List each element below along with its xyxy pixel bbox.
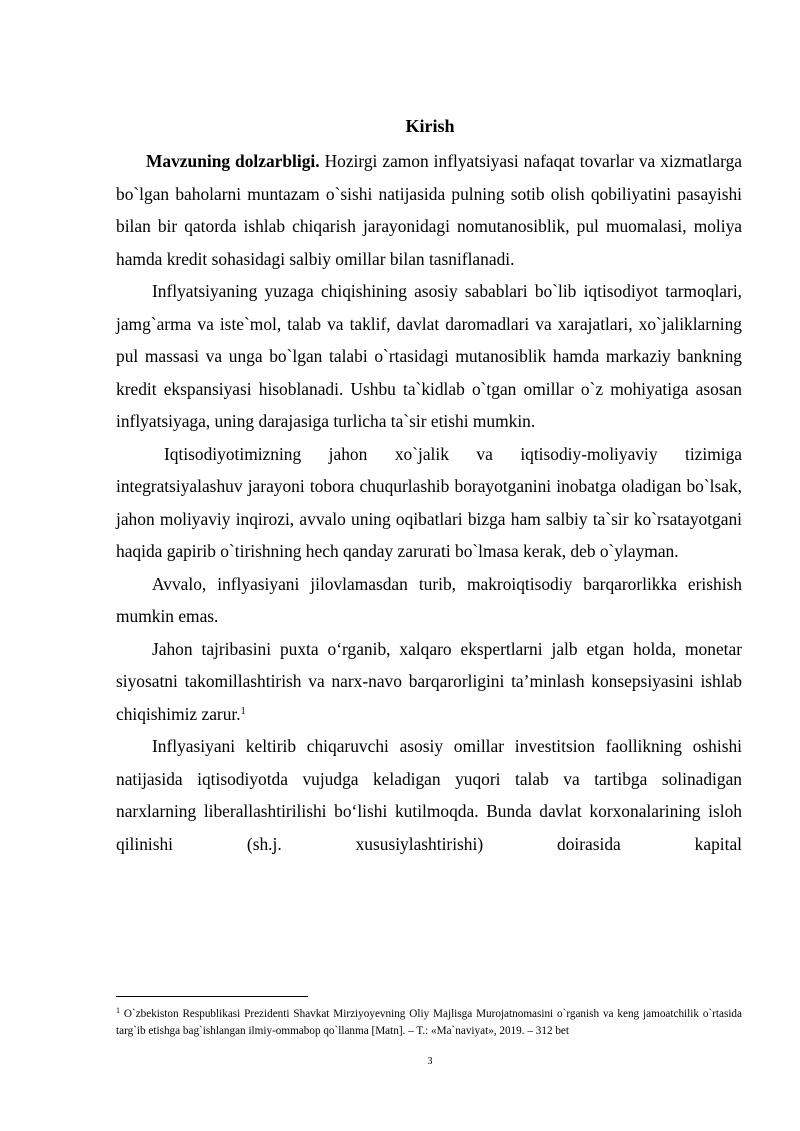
- page-number: 3: [427, 1056, 433, 1067]
- paragraph-text: Avvalo, inflyasiyani jilovlamasdan turib, makroiqtisodiy barqarorlikka erishish mumkin emas.: [116, 573, 742, 626]
- footnote-reference[interactable]: 1: [240, 705, 246, 717]
- paragraph-text: Inflyatsiyaning yuzaga chiqishining asosiy sabablari bo`lib iqtisodiyot tarmoqlari, jamg`arma va iste`mol, talab va taklif, davlat daromadlari va xarajatlari, xo`jaliklarning pul massasi va unga bo`lgan talabi o`rtasidagi mutanosiblik hamda markaziy bankning kredit ekspansiyasi hisoblanadi. Ushbu ta`kidlab o`tgan omillar o`z mohiyatiga asosan inflyatsiyaga, uning darajasiga turlicha ta`sir etishi mumkin.: [116, 281, 742, 431]
- paragraph-causes: [116, 275, 742, 438]
- footnote-text: O`zbekiston Respublikasi Prezidenti Shavkat Mirziyoyevning Oliy Majlisga Murojatnomasini o`rganish va keng jamoatchilik o`rtasida targ`ib etishga bag`ishlangan ilmiy-ommabop qo`llanma [Matn]. – T.: «Ma`naviyat», 2019. – 312 bet: [116, 1008, 742, 1037]
- paragraph-inflation-factors: [116, 730, 742, 860]
- paragraph-lead: Mavzuning dolzarbligi.: [146, 151, 320, 171]
- paragraph-text: Hozirgi zamon inflyatsiyasi nafaqat tovarlar va xizmatlarga bo`lgan baholarni muntazam o`sishi natijasida pulning sotib olish qobiliyatini pasayishi bilan bir qatorda ishlab chiqarish jarayonidagi nomutanosiblik, pul muomalasi, moliya hamda kredit sohasidagi salbiy omillar bilan tasniflanadi.: [116, 151, 742, 269]
- paragraph-relevance: [116, 145, 742, 275]
- footnote: [116, 1006, 742, 1039]
- footnote-marker: 1: [116, 1006, 120, 1015]
- page-title: Kirish: [405, 116, 455, 136]
- paragraph-stability: [116, 568, 742, 633]
- paragraph-monetary-policy: [116, 633, 742, 731]
- paragraph-text: Iqtisodiyotimizning jahon xo`jalik va iqtisodiy-moliyaviy tizimiga integratsiyalashuv jarayoni tobora chuqurlashib borayotganini inobatga oladigan bo`lsak, jahon moliyaviy inqirozi, avvalo uning oqibatlari bizga ham salbiy ta`sir ko`rsatayotgani haqida gapirib o`tirishning hech qanday zarurati bo`lmasa kerak, deb o`ylayman.: [116, 443, 742, 561]
- paragraph-text: Jahon tajribasini puxta o‘rganib, xalqaro ekspertlarni jalb etgan holda, monetar siyosatni takomillashtirish va narx-navo barqarorligini ta’minlash konsepsiyasini ishlab chiqishimiz zarur.: [116, 638, 742, 724]
- body-text: [116, 145, 742, 860]
- footnote-separator: [116, 996, 308, 997]
- paragraph-integration: [116, 438, 742, 568]
- paragraph-text: Inflyasiyani keltirib chiqaruvchi asosiy omillar investitsion faollikning oshishi natijasida iqtisodiyotda vujudga keladigan yuqori talab va tartibga solinadigan narxlarning liberallashtirilishi bo‘lishi kutilmoqda. Bunda davlat korxonalarining isloh qilinishi (sh.j. xususiylashtirishi) doirasida kapital: [116, 736, 742, 854]
